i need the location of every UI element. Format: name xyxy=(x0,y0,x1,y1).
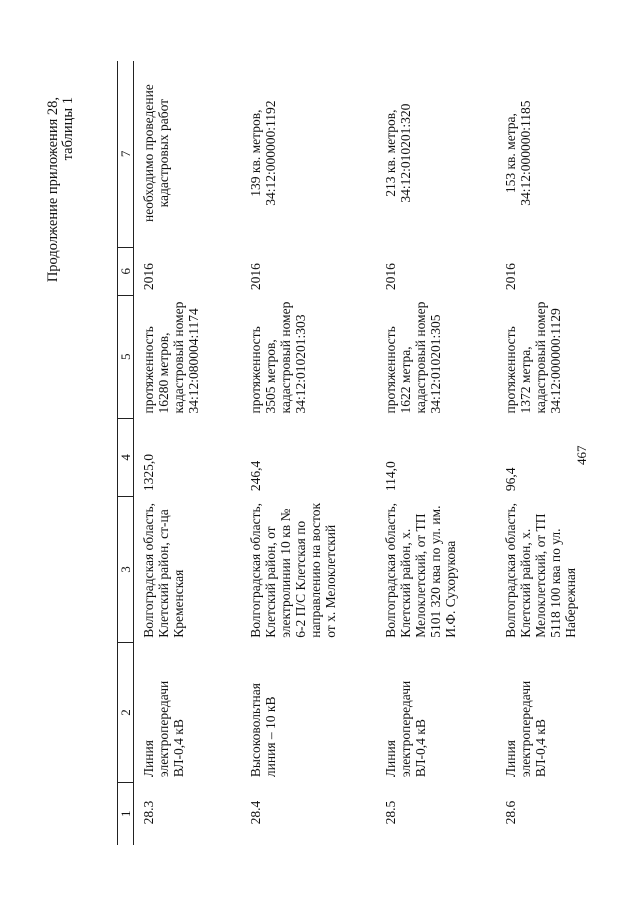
cell-year: 2016 xyxy=(141,263,156,291)
continuation-line-2: таблицы 1 xyxy=(60,97,76,161)
cell-characteristics: протяженность 16280 метров, кадастровый номер 34:12:080004:1174 xyxy=(141,301,201,414)
cell-name: Линия электропередачи ВЛ-0,4 кВ xyxy=(141,680,186,778)
cell-value: 1325,0 xyxy=(141,454,156,492)
cell-note: 213 кв. метров, 34:12:010201:320 xyxy=(383,103,413,203)
cell-note: 139 кв. метров, 34:12:000000:1192 xyxy=(248,100,278,206)
col-header-1: 1 xyxy=(118,782,134,845)
objects-table xyxy=(117,61,603,845)
table-row xyxy=(496,61,603,845)
table-row xyxy=(376,61,496,845)
cell-value: 96,4 xyxy=(503,467,518,492)
col-header-2: 2 xyxy=(118,643,134,782)
cell-characteristics: протяженность 1622 метра, кадастровый номер 34:12:010201:305 xyxy=(383,301,443,414)
cell-characteristics: протяженность 1372 метра, кадастровый номер 34:12:000000:1129 xyxy=(503,301,563,414)
col-header-3: 3 xyxy=(118,496,134,643)
cell-name: Линия электропередачи ВЛ-0,4 кВ xyxy=(383,680,428,778)
cell-location: Волгоградская область, Клетский район, от электролинии 10 кв № 6-2 П/С Клетская по направлению на восток от х. Мелоклетский xyxy=(248,502,338,638)
col-header-6: 6 xyxy=(118,247,134,295)
table-header-row xyxy=(118,61,134,845)
continuation-note xyxy=(46,97,76,282)
cell-year: 2016 xyxy=(503,263,518,291)
cell-location: Волгоградская область, Клетский район, х. Мелоклетский, от ТП 5118 100 ква по ул. Набережная xyxy=(503,503,578,638)
cell-name: Линия электропередачи ВЛ-0,4 кВ xyxy=(503,680,548,778)
cell-location: Волгоградская область, Клетский район, ст-ца Кременская xyxy=(141,503,186,638)
cell-name: Высоковольтная линия – 10 кВ xyxy=(248,683,278,778)
col-header-7: 7 xyxy=(118,61,134,247)
cell-year: 2016 xyxy=(383,263,398,291)
cell-num: 28.4 xyxy=(248,800,263,825)
continuation-line-1: Продолжение приложения 28, xyxy=(45,97,61,283)
table-row xyxy=(241,61,376,845)
cell-note: необходимо проведение кадастровых работ xyxy=(141,84,171,223)
table-row xyxy=(134,61,242,845)
cell-year: 2016 xyxy=(248,263,263,291)
cell-num: 28.6 xyxy=(503,800,518,825)
cell-num: 28.3 xyxy=(141,800,156,825)
cell-location: Волгоградская область, Клетский район, х. Мелоклетский, от ТП 5101 320 ква по ул. им. И.Ф. Сухорукова xyxy=(383,503,458,638)
cell-value: 114,0 xyxy=(383,461,398,492)
col-header-4: 4 xyxy=(118,418,134,496)
cell-value: 246,4 xyxy=(248,460,263,492)
col-header-5: 5 xyxy=(118,295,134,418)
cell-characteristics: протяженность 3505 метров, кадастровый номер 34:12:010201:303 xyxy=(248,301,308,414)
page-number: 467 xyxy=(574,445,589,465)
cell-note: 153 кв. метра, 34:12:000000:1185 xyxy=(503,100,533,206)
cell-num: 28.5 xyxy=(383,800,398,825)
